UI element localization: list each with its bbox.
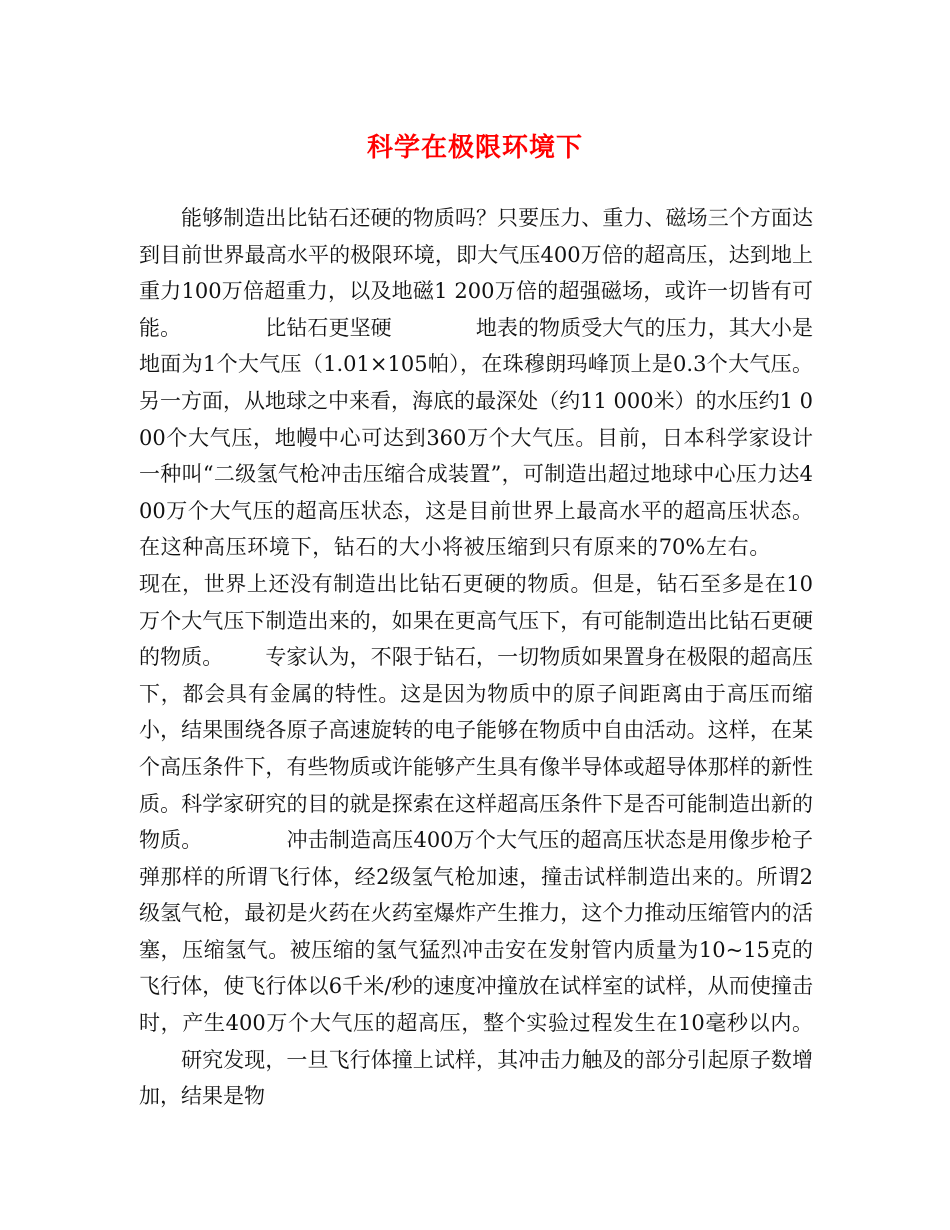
paragraph-atmospheric-pressure: 地表的物质受大气的压力，其大小是地面为1个大气压（1.01×105帕），在珠穆朗玛峰顶上是0.3个大气压。另一方面，从地球之中来看，海底的最深处（约11 000米）的水压约1 000个大气压，地幔中心可达到360万个大气压。目前，日本科学家设计一种叫“二级氢气枪冲击压缩合成装置”，可制造出超过地球中心压力达400万个大气压的超高压状态，这是目前世界上最高水平的超高压状态。在这种高压环境下，钻石的大小将被压缩到只有原来的70%左右。 [139, 315, 814, 560]
paragraph-expert-view: 专家认为，不限于钻石，一切物质如果置身在极限的超高压下，都会具有金属的特性。这是因为物质中的原子间距离由于高压而缩小，结果围绕各原子高速旋转的电子能够在物质中自由活动。这样，在某个高压条件下，有些物质或许能够产生具有像半导体或超导体那样的新性质。科学家研究的目的就是探索在这样超高压条件下是否可能制造出新的物质。 [139, 645, 814, 853]
document-body [139, 200, 813, 1115]
section-heading-harder-than-diamond: 比钻石更坚硬 [265, 315, 392, 340]
document-title: 科学在极限环境下 [366, 133, 583, 163]
paragraph-intro: 能够制造出比钻石还硬的物质吗？只要压力、重力、磁场三个方面达到目前世界最高水平的极限环境，即大气压400万倍的超高压，达到地上重力100万倍超重力，以及地磁1 200万倍的超强磁场，或许一切皆有可能。 [139, 206, 813, 340]
paragraph-no-harder-material-yet: 现在，世界上还没有制造出比钻石更硬的物质。但是，钻石至多是在10万个大气压下制造出来的，如果在更高气压下，有可能制造出比钻石更硬的物质。 [139, 571, 813, 670]
paragraph-research-findings: 研究发现，一旦飞行体撞上试样，其冲击力触及的部分引起原子数增加，结果是物 [139, 1047, 813, 1109]
paragraph-gas-gun: 400万个大气压的超高压状态是用像步枪子弹那样的所谓飞行体，经2级氢气枪加速，撞击试样制造出来的。所谓2级氢气枪，最初是火药在火药室爆炸产生推力，这个力推动压缩管内的活塞，压缩氢气。被压缩的氢气猛烈冲击安在发射管内质量为10~15克的飞行体，使飞行体以6千米/秒的速度冲撞放在试样室的试样，从而使撞击时，产生400万个大气压的超高压，整个实验过程发生在10毫秒以内。 [139, 828, 813, 1036]
section-heading-impact-high-pressure: 冲击制造高压 [286, 828, 414, 853]
